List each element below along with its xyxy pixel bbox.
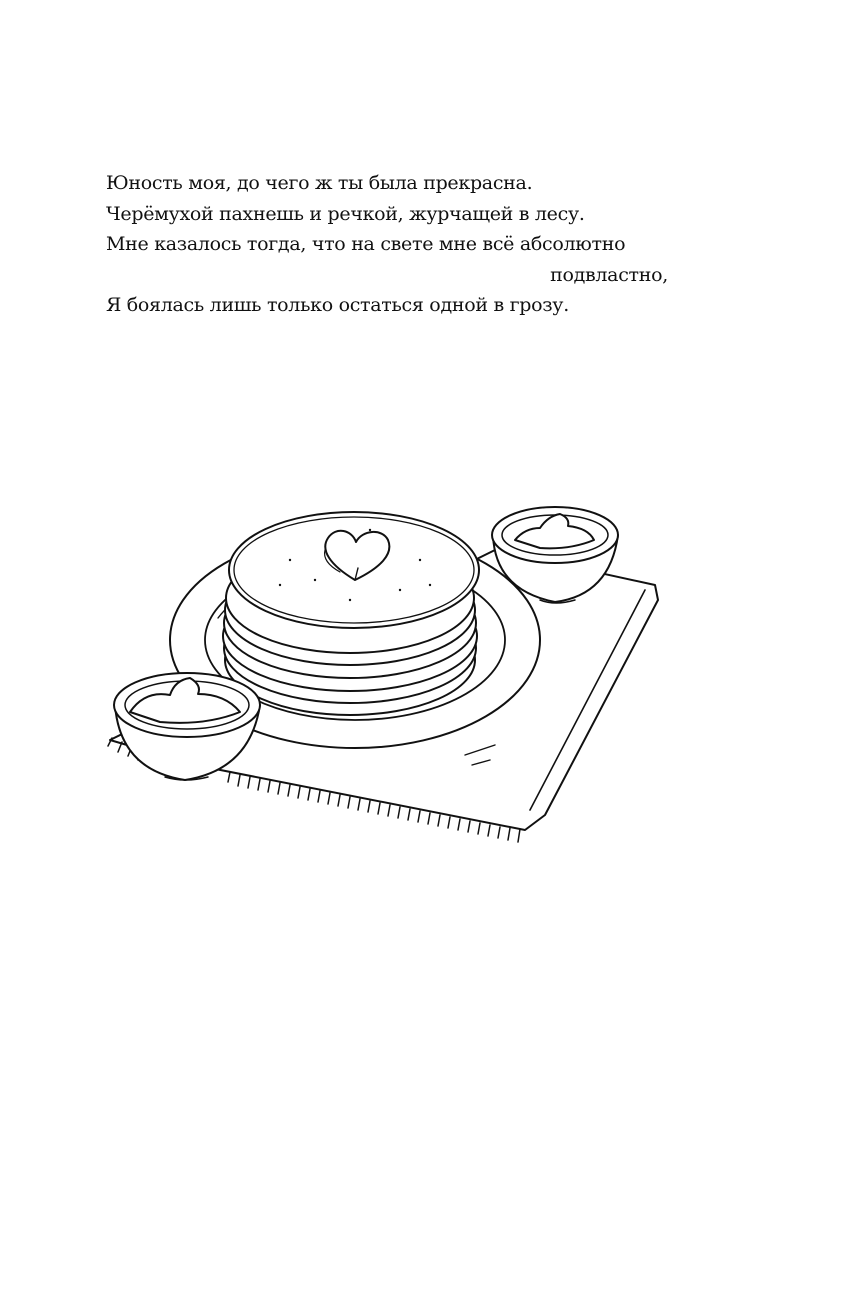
poem-line-4: Я боялась лишь только остаться одной в грозу. <box>106 294 569 316</box>
pancakes-with-sour-cream-icon <box>100 490 670 860</box>
poem-line-3: Мне казалось тогда, что на свете мне всё абсолютно <box>106 233 626 255</box>
poem-stanza <box>106 168 676 321</box>
pancakes-illustration <box>100 490 670 860</box>
poem-line-1: Юность моя, до чего ж ты была прекрасна. <box>106 172 533 194</box>
poem-line-3-continuation: подвластно, <box>550 263 668 286</box>
poem-line-2: Черёмухой пахнешь и речкой, журчащей в лесу. <box>106 202 585 225</box>
